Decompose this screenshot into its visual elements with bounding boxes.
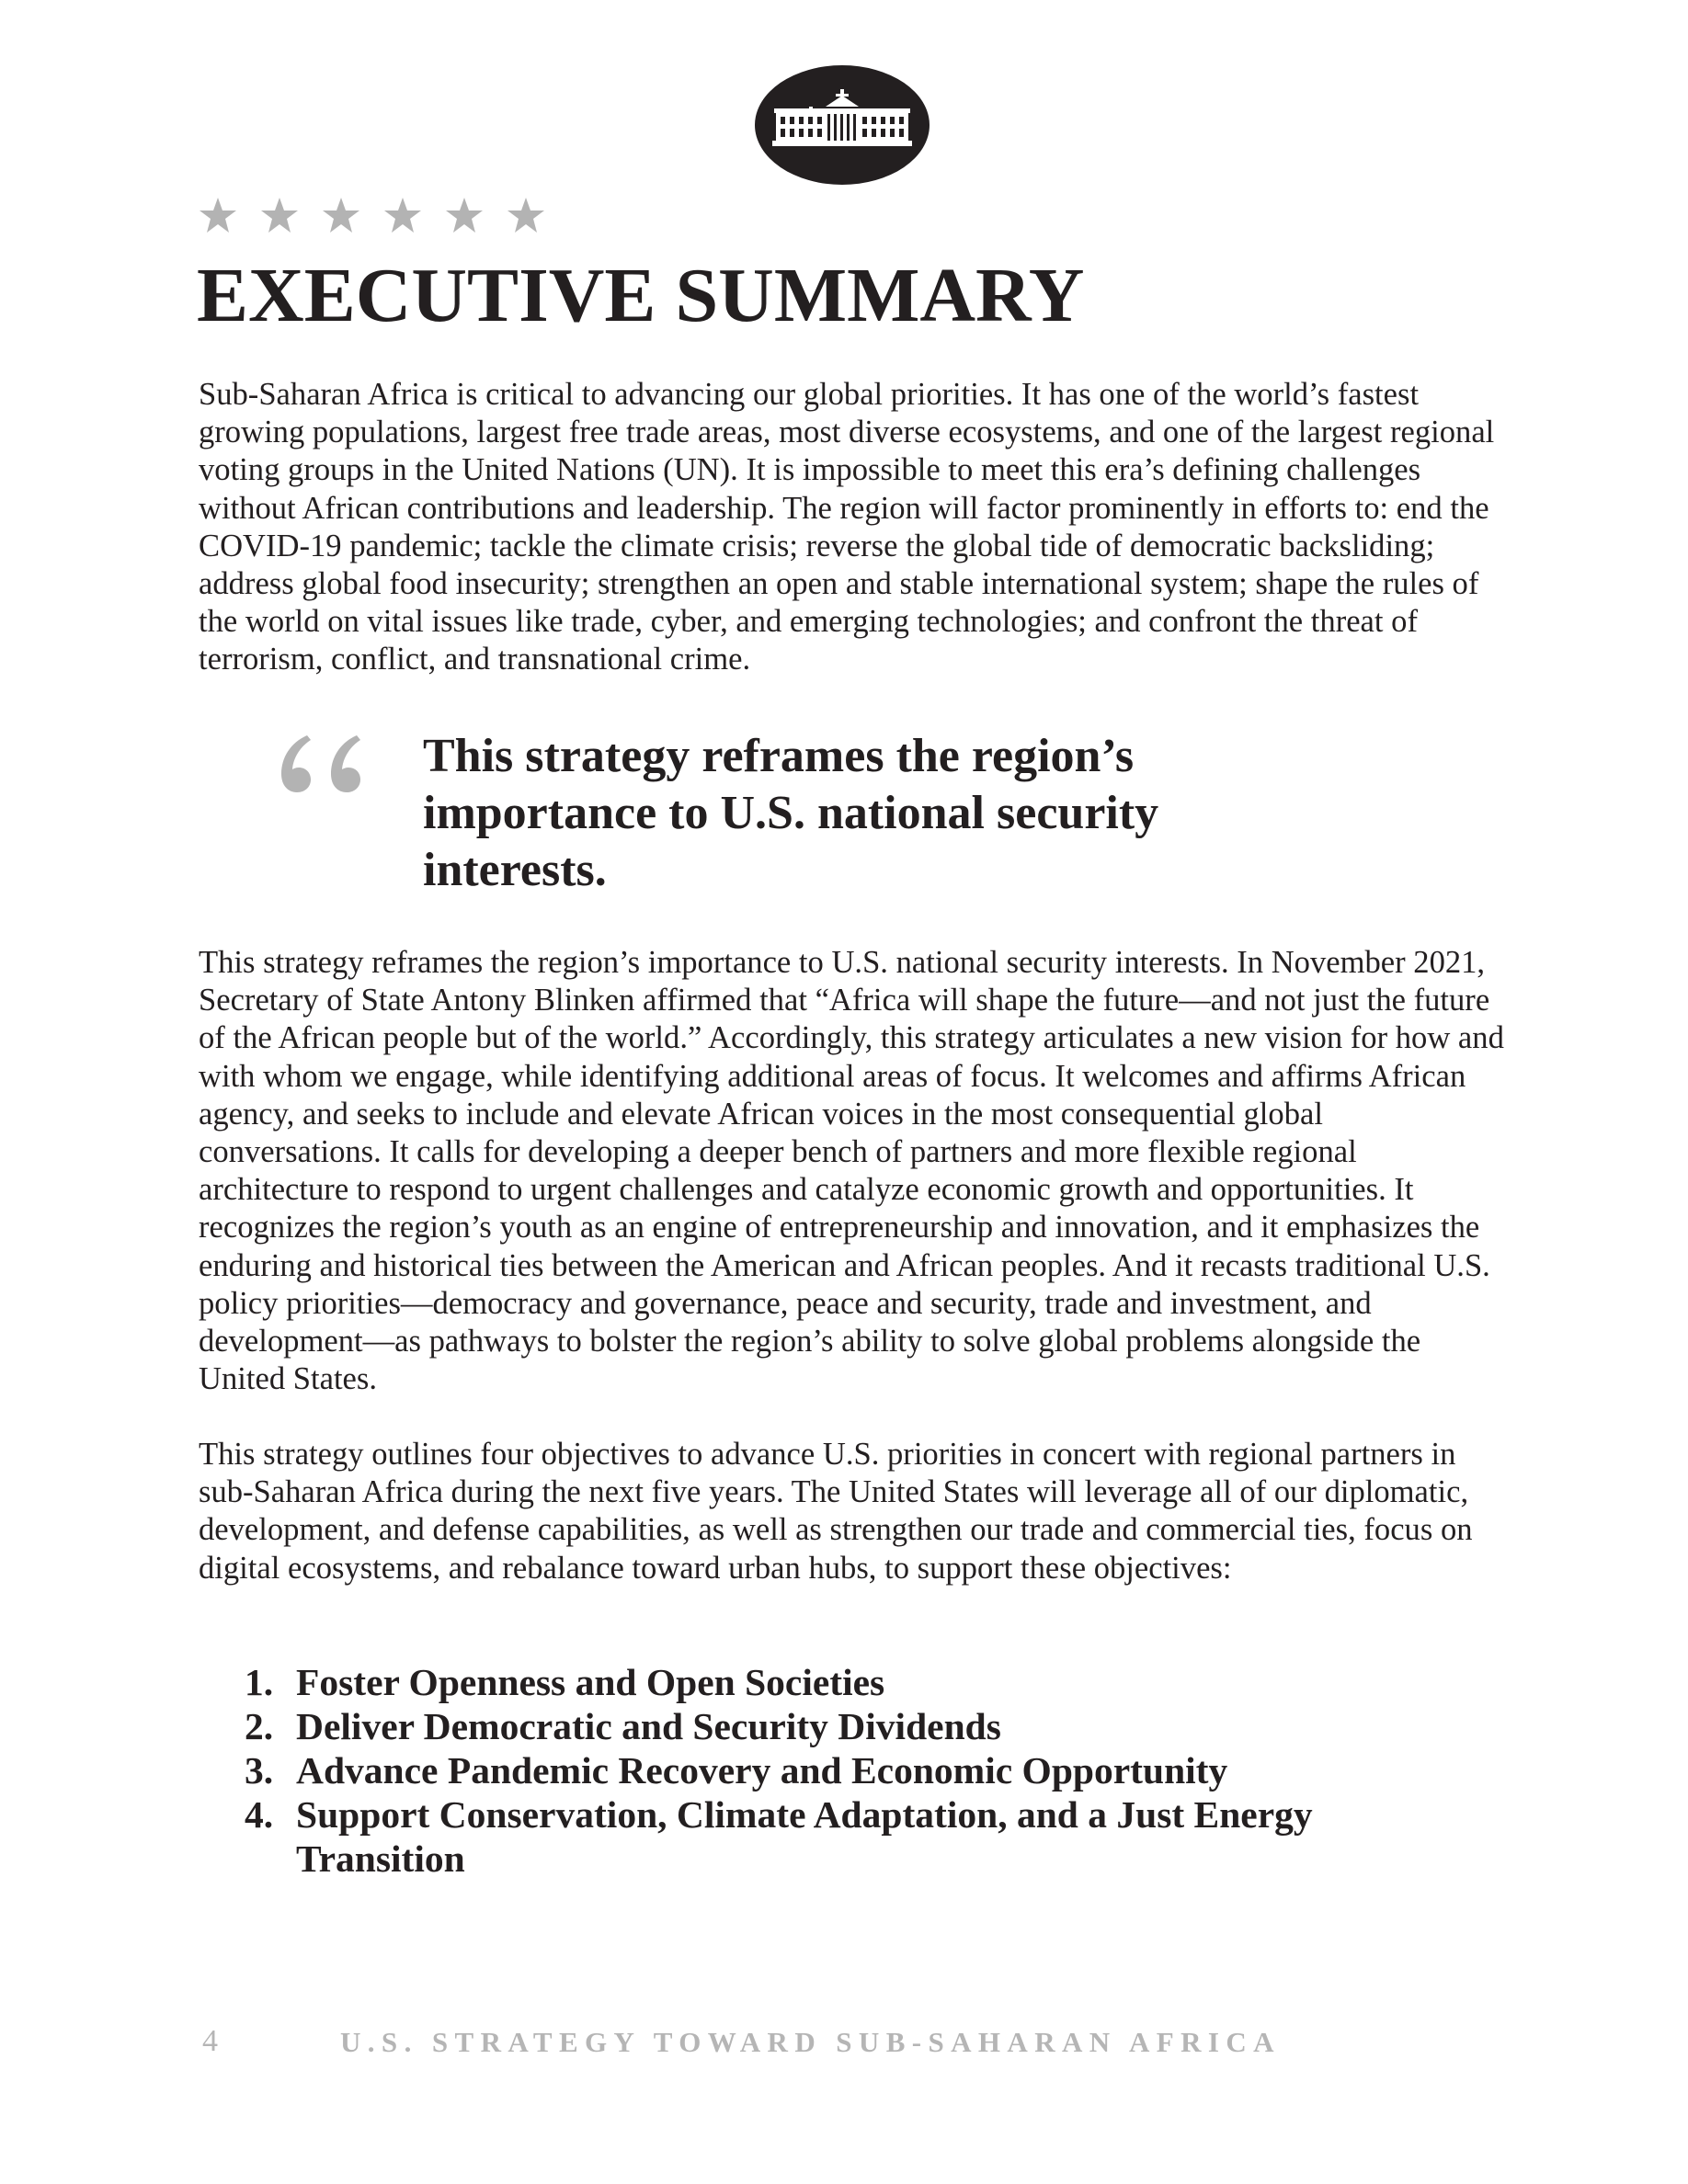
- white-house-seal-icon: [754, 64, 930, 186]
- star-icon: [507, 197, 545, 233]
- star-icon: [199, 197, 237, 233]
- stars-row: [199, 197, 545, 233]
- list-item-text: Foster Openness and Open Societies: [296, 1661, 885, 1703]
- body-paragraph: This strategy reframes the region’s importance to U.S. national security interests. In November 2021, Secretary of State Antony Blinken affirmed that “Africa will shape the future—and not just the future of the African people but of the world.” Accordingly, this strategy articulates a new vision for how and with whom we engage, while identifying additional areas of focus. It welcomes and affirms African agency, and seeks to include and elevate African voices in the most consequential global conversations. It calls for developing a deeper bench of partners and more flexible regional architecture to respond to urgent challenges and catalyze economic growth and opportunities. It recognizes the region’s youth as an engine of entrepreneurship and innovation, and it emphasizes the enduring and historical ties between the American and African peoples. And it recasts traditional U.S. policy priorities—democracy and governance, peace and security, trade and investment, and development—as pathways to bolster the region’s ability to solve global problems alongside the United States.: [199, 945, 1504, 1397]
- objectives-list: [245, 1660, 1440, 1881]
- page-number: 4: [202, 2024, 218, 2058]
- list-item: [245, 1792, 1440, 1881]
- star-icon: [260, 197, 299, 233]
- list-item-number: 2.: [245, 1705, 274, 1747]
- list-item: [245, 1660, 1440, 1704]
- list-item-number: 4.: [245, 1793, 274, 1836]
- list-item-text: Advance Pandemic Recovery and Economic Opportunity: [296, 1749, 1228, 1792]
- body-paragraph: This strategy outlines four objectives to advance U.S. priorities in concert with regional partners in sub-Saharan Africa during the next five years. The United States will leverage all of our diplomatic, development, and defense capabilities, as well as strengthen our trade and commercial ties, focus on digital ecosystems, and rebalance toward urban hubs, to support these objectives:: [199, 1437, 1473, 1586]
- quotation-mark-icon: [272, 726, 373, 818]
- page-title: EXECUTIVE SUMMARY: [197, 253, 1085, 338]
- list-item-text: Support Conservation, Climate Adaptation, and a Just Energy Transition: [296, 1793, 1313, 1880]
- running-footer-title: U.S. STRATEGY TOWARD SUB-SAHARAN AFRICA: [340, 2026, 1281, 2058]
- list-item: [245, 1748, 1440, 1792]
- list-item-number: 1.: [245, 1661, 274, 1703]
- star-icon: [322, 197, 360, 233]
- list-item: [245, 1704, 1440, 1748]
- star-icon: [383, 197, 422, 233]
- intro-paragraph: Sub-Saharan Africa is critical to advancing our global priorities. It has one of the world’s fastest growing populations, largest free trade areas, most diverse ecosystems, and one of the largest regional voting groups in the United Nations (UN). It is impossible to meet this era’s defining challenges without African contributions and leadership. The region will factor prominently in efforts to: end the COVID-19 pandemic; tackle the climate crisis; reverse the global tide of democratic backsliding; address global food insecurity; strengthen an open and stable international system; shape the rules of the world on vital issues like trade, cyber, and emerging technologies; and confront the threat of terrorism, conflict, and transnational crime.: [199, 377, 1495, 677]
- pull-quote: This strategy reframes the region’s importance to U.S. national security interests.: [423, 730, 1159, 896]
- star-icon: [445, 197, 484, 233]
- list-item-number: 3.: [245, 1749, 274, 1792]
- list-item-text: Deliver Democratic and Security Dividends: [296, 1705, 1001, 1747]
